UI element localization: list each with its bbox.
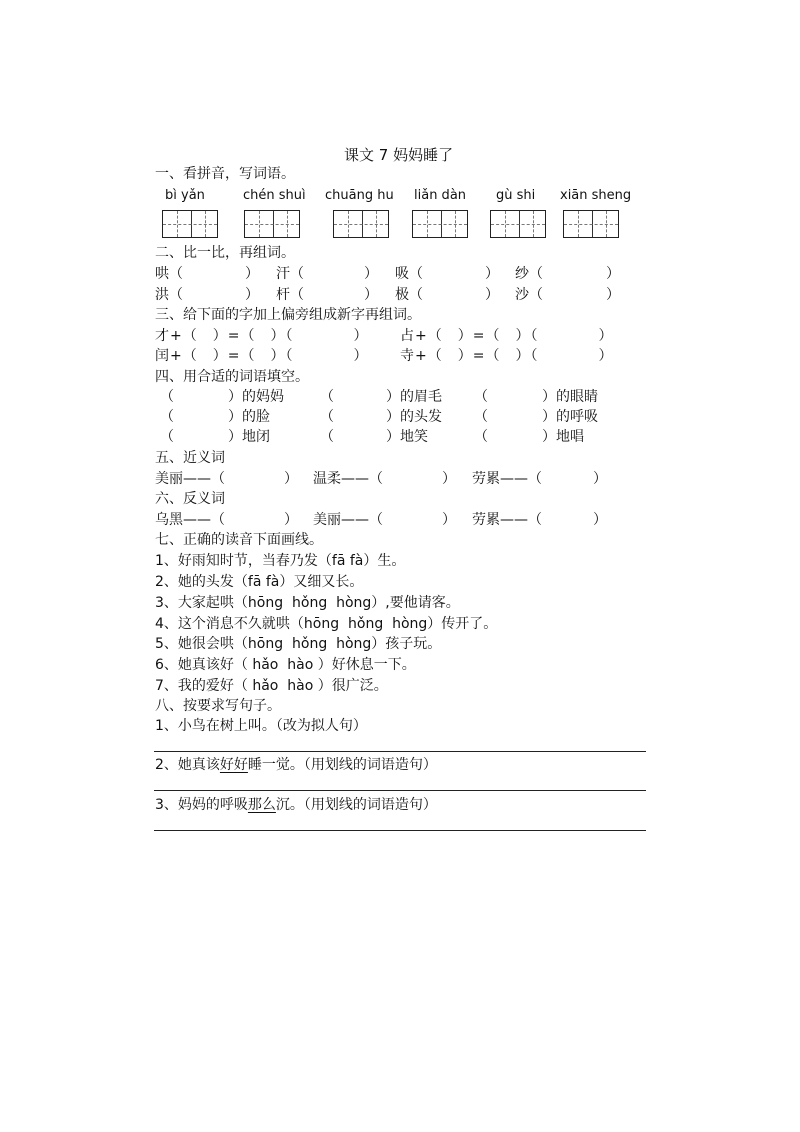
antonym-3: 劳累——（ (472, 512, 542, 528)
synonym-1: 美丽——（ (155, 471, 225, 487)
writing-box-3[interactable] (333, 210, 389, 238)
compare-row-1-char-2: 汗（ (276, 266, 304, 282)
fill-row-2-open-3: （ (474, 409, 488, 425)
pinyin-6: xiān sheng (560, 188, 632, 203)
radical-item-4: 寺+（ ）=（ ）（ ） (400, 348, 614, 364)
writing-box-6[interactable] (563, 210, 619, 238)
fill-row-2-text-3: ）的呼吸 (542, 409, 598, 425)
section-2-heading: 二、比一比，再组词。 (155, 245, 295, 261)
synonym-3: 劳累——（ (472, 471, 542, 487)
compare-row-2-close-2: ） (364, 287, 378, 303)
answer-line-3[interactable] (154, 830, 646, 831)
synonym-1-close: ） (284, 471, 298, 487)
fill-row-3-text-1: ）地闭 (228, 429, 270, 445)
compare-row-2-char-3: 极（ (395, 287, 423, 303)
compare-row-2-char-4: 沙（ (515, 287, 543, 303)
antonym-1-close: ） (284, 512, 298, 528)
pronunciation-item-7: 7、我的爱好（ hǎo hào ）很广泛。 (155, 678, 388, 694)
synonym-2-close: ） (442, 471, 456, 487)
fill-row-1-open-2: （ (320, 389, 334, 405)
sentence-question-3 (155, 796, 437, 814)
pinyin-3: chuāng hu (325, 188, 394, 203)
compare-row-2-close-1: ） (245, 287, 259, 303)
compare-row-2-close-4: ） (606, 287, 620, 303)
fill-row-1-text-3: ）的眼睛 (542, 389, 598, 405)
section-3-heading: 三、给下面的字加上偏旁组成新字再组词。 (155, 307, 421, 323)
compare-row-1-close-3: ） (485, 266, 499, 282)
q2-prefix: 2、她真该 (155, 757, 220, 773)
section-1-heading: 一、看拼音，写词语。 (155, 166, 295, 182)
q2-underlined-word: 好好 (219, 757, 248, 773)
writing-box-4[interactable] (412, 210, 468, 238)
q2-suffix: 睡一觉。（用划线的词语造句） (247, 757, 437, 773)
fill-row-2-open-2: （ (320, 409, 334, 425)
pronunciation-item-3: 3、大家起哄（hōng hǒng hòng）,要他请客。 (155, 595, 460, 611)
fill-row-1-text-2: ）的眉毛 (386, 389, 442, 405)
answer-line-2[interactable] (154, 790, 646, 791)
compare-row-1-close-1: ） (245, 266, 259, 282)
compare-row-1-char-3: 吸（ (395, 266, 423, 282)
page-title: 课文 7 妈妈睡了 (344, 146, 454, 164)
pinyin-1: bì yǎn (165, 188, 205, 203)
q3-prefix: 3、妈妈的呼吸 (155, 797, 248, 813)
compare-row-1-close-4: ） (606, 266, 620, 282)
compare-row-1-char-4: 纱（ (515, 266, 543, 282)
pronunciation-item-5: 5、她很会哄（hōng hǒng hòng）孩子玩。 (155, 636, 442, 652)
q3-underlined-word: 那么 (247, 797, 276, 813)
fill-row-1-open-3: （ (474, 389, 488, 405)
fill-row-3-open-1: （ (160, 429, 174, 445)
fill-row-3-text-3: ）地唱 (542, 429, 584, 445)
pronunciation-item-2: 2、她的头发（fā fà）又细又长。 (155, 574, 364, 590)
pronunciation-item-4: 4、这个消息不久就哄（hōng hǒng hòng）传开了。 (155, 616, 498, 632)
writing-box-1[interactable] (162, 210, 218, 238)
antonym-3-close: ） (593, 512, 607, 528)
compare-row-1-close-2: ） (364, 266, 378, 282)
fill-row-3-open-2: （ (320, 429, 334, 445)
sentence-question-2 (155, 756, 437, 774)
pronunciation-item-6: 6、她真该好（ hǎo hào ）好休息一下。 (155, 657, 416, 673)
pronunciation-item-1: 1、好雨知时节，当春乃发（fā fà）生。 (155, 553, 406, 569)
fill-row-3-text-2: ）地笑 (386, 429, 428, 445)
fill-row-1-text-1: ）的妈妈 (228, 389, 284, 405)
fill-row-2-text-1: ）的脸 (228, 409, 270, 425)
compare-row-2-char-1: 洪（ (155, 287, 183, 303)
pinyin-2: chén shuì (243, 188, 306, 203)
radical-item-1: 才+（ ）=（ ）（ ） (155, 328, 369, 344)
section-8-heading: 八、按要求写句子。 (155, 698, 281, 714)
pinyin-4: liǎn dàn (414, 188, 467, 203)
section-7-heading: 七、正确的读音下面画线。 (155, 532, 323, 548)
fill-row-3-open-3: （ (474, 429, 488, 445)
sentence-question-1: 1、小鸟在树上叫。（改为拟人句） (155, 718, 367, 734)
pinyin-5: gù shi (496, 188, 536, 203)
section-5-heading: 五、近义词 (155, 450, 225, 466)
radical-item-2: 占+（ ）=（ ）（ ） (400, 328, 614, 344)
q3-suffix: 沉。（用划线的词语造句） (275, 797, 437, 813)
synonym-2: 温柔——（ (313, 471, 383, 487)
compare-row-1-char-1: 哄（ (155, 266, 183, 282)
radical-item-3: 闰+（ ）=（ ）（ ） (155, 348, 369, 364)
synonym-3-close: ） (593, 471, 607, 487)
antonym-2: 美丽——（ (313, 512, 383, 528)
compare-row-2-char-2: 杆（ (276, 287, 304, 303)
section-4-heading: 四、用合适的词语填空。 (155, 369, 309, 385)
compare-row-2-close-3: ） (485, 287, 499, 303)
fill-row-2-text-2: ）的头发 (386, 409, 442, 425)
fill-row-1-open-1: （ (160, 389, 174, 405)
writing-box-5[interactable] (490, 210, 546, 238)
writing-box-2[interactable] (244, 210, 300, 238)
answer-line-1[interactable] (154, 751, 646, 752)
section-6-heading: 六、反义词 (155, 491, 225, 507)
fill-row-2-open-1: （ (160, 409, 174, 425)
antonym-1: 乌黑——（ (155, 512, 225, 528)
antonym-2-close: ） (442, 512, 456, 528)
